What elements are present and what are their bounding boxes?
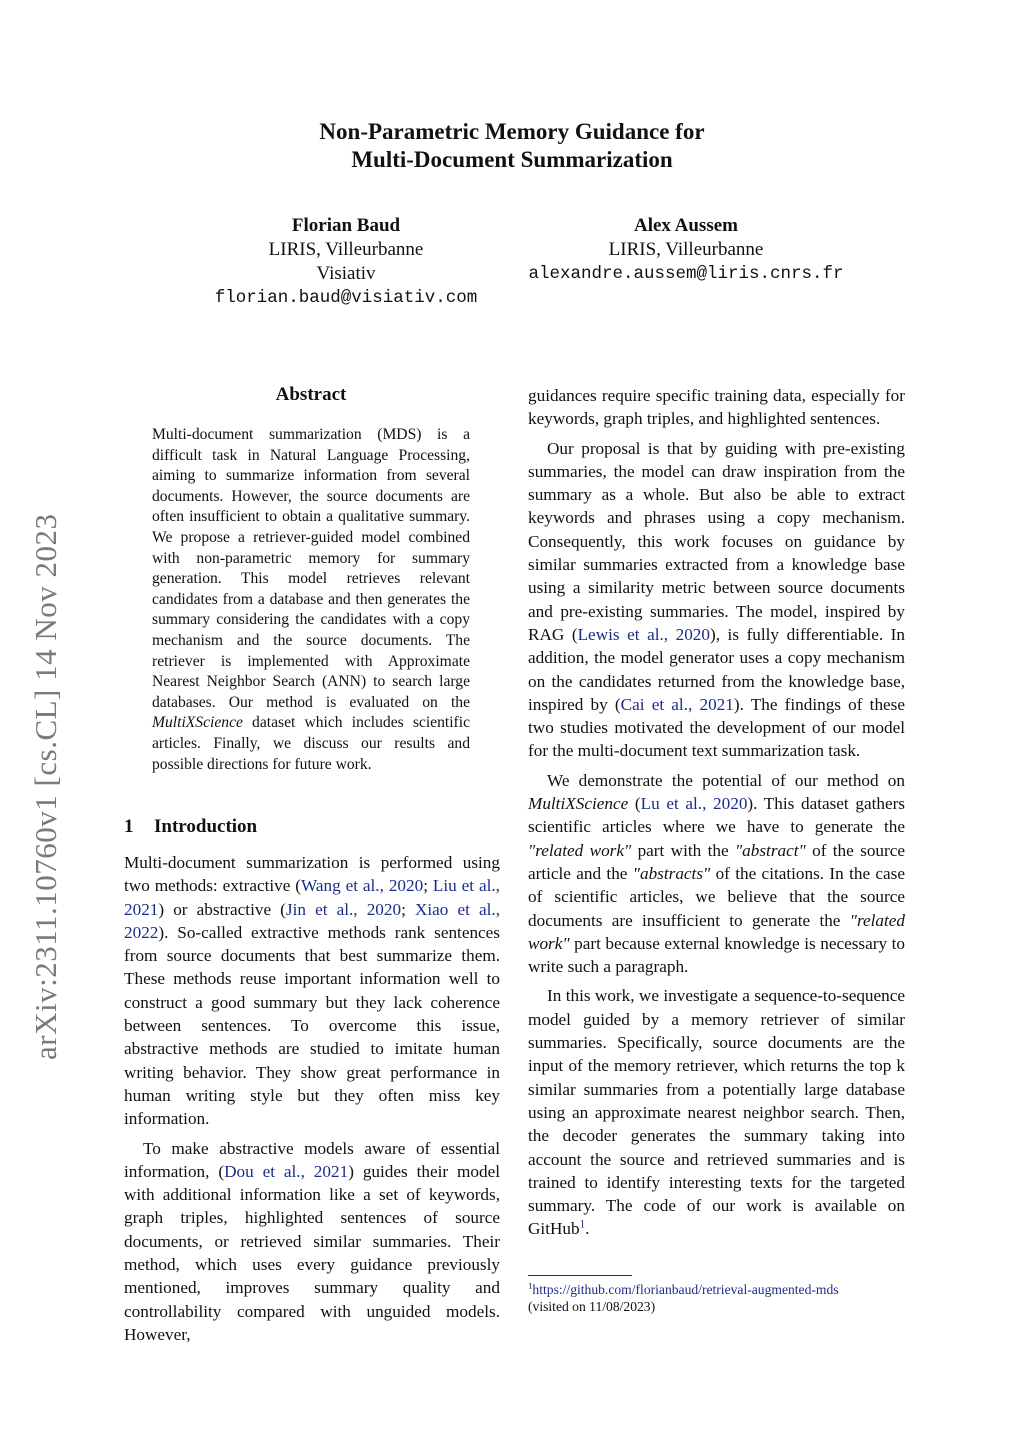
text-run: Multi-document summarization (MDS) is a difficult task in Natural Language Processing, aiming to summarize information from several documents. However, the source documents are often insufficient to obtain a qualitative summary. We propose a retriever-guided model combined with non-parametric memory for summary generation. This model retrieves relevant candidates from a database and then generates the summary considering the candidates with a copy mechanism and the source documents. The retriever is implemented with Approximate Nearest Neighbor Search (ANN) to search large databases. Our method is evaluated on the: [152, 426, 470, 711]
citation-link[interactable]: Lewis et al., 2020: [577, 624, 710, 644]
paragraph: [528, 984, 905, 1240]
text-run: ). The findings of these two studies motivated the development of our model for the multi-document text summarization task.: [528, 694, 905, 761]
author-block-1: [186, 214, 506, 310]
citation-link[interactable]: Cai et al., 2021: [620, 694, 734, 714]
author-email: florian.baud@visiativ.com: [214, 288, 478, 308]
text-run: To make abstractive models aware of essential information, (: [124, 1138, 500, 1181]
abstract-text: [152, 425, 470, 775]
dataset-name: MultiXScience: [152, 714, 243, 732]
paragraph: [124, 1137, 500, 1347]
text-run: of the citations. In the case of scientific articles, we believe that the source documents are insufficient to generate the: [528, 863, 905, 930]
footnote-number: 1: [528, 1280, 533, 1291]
section-number: 1: [124, 816, 134, 837]
text-run: ) guides their model with additional information like a set of keywords, graph triples, highlighted sentences of source documents, or retrieved similar summaries. Their method, which uses every guidance previously mentioned, improves summary quality and controllability compared with unguided models. However,: [124, 1161, 500, 1344]
section-heading-introduction: [124, 816, 257, 838]
dataset-name: MultiXScience: [528, 794, 629, 814]
text-run: ) or abstractive (: [158, 899, 286, 919]
title-line-2: Multi-Document Summarization: [351, 147, 673, 172]
citation-link[interactable]: Xiao et al., 2022: [124, 899, 500, 942]
author-name: Alex Aussem: [634, 215, 738, 236]
text-run: part with the: [631, 840, 735, 860]
citation-link[interactable]: Jin et al., 2020: [285, 899, 402, 919]
text-run: .: [585, 1219, 590, 1239]
emphasis: "abstracts": [632, 863, 711, 883]
paragraph: [528, 769, 905, 979]
emphasis: "related work": [528, 910, 905, 953]
paragraph: [124, 851, 500, 1131]
paper-title: [0, 118, 1024, 174]
left-column: [124, 851, 500, 1346]
text-run: In this work, we investigate a sequence-to-sequence model guided by a memory retriever of similar summaries. Specifically, source documents are the input of the memory retriever, which returns the top k similar summaries from a potentially large database using an approximate nearest neighbor search. Then, the decoder generates the summary taking into account the source and retrieved summaries and is trained to identify interesting texts for the targeted summary. The code of our work is available on GitHub: [528, 986, 905, 1239]
text-run: ;: [401, 899, 415, 919]
text-run: Our proposal is that by guiding with pre-existing summaries, the model can draw inspiration from the summary as a whole. But also be able to extract keywords and phrases using a copy mechanism. Consequently, this work focuses on guidance by similar summaries extracted from a knowledge base using a similarity metric between source documents and pre-existing summaries. The model, inspired by RAG (: [528, 438, 905, 644]
section-title: Introduction: [154, 816, 258, 837]
emphasis: "abstract": [734, 840, 806, 860]
citation-link[interactable]: Liu et al., 2021: [124, 876, 500, 919]
footnote-visited: (visited on 11/08/2023): [528, 1299, 656, 1314]
emphasis: "related work": [528, 840, 632, 860]
author-affiliation: Visiativ: [316, 263, 376, 284]
text-run: (: [628, 794, 641, 814]
abstract-heading: Abstract: [275, 384, 347, 405]
footnote-marker[interactable]: 1: [579, 1218, 586, 1231]
text-run: part because external knowledge is necessary to write such a paragraph.: [528, 933, 905, 977]
text-run: Multi-document summarization is performed using two methods: extractive (: [124, 853, 500, 896]
author-affiliation: LIRIS, Villeurbanne: [268, 239, 424, 260]
footnote-divider: [528, 1275, 632, 1276]
right-column: [528, 384, 905, 1241]
text-run: ), is fully differentiable. In addition, the model generator uses a copy mechanism on the candidates returned from the knowledge base, inspired by (: [528, 624, 905, 714]
paragraph: guidances require specific training data, especially for keywords, graph triples, and highlighted sentences.: [528, 386, 905, 429]
citation-link[interactable]: Wang et al., 2020: [301, 876, 424, 896]
title-line-1: Non-Parametric Memory Guidance for: [319, 119, 705, 144]
text-run: ). So-called extractive methods rank sentences from source documents that best summarize them. These methods reuse important information well to construct a good summary but they lack coherence between sentences. To overcome this issue, abstractive methods are studied to imitate human writing behavior. They show great performance in human writing style but they often miss key information.: [124, 922, 500, 1129]
text-run: ;: [423, 876, 433, 896]
footnote-url-link[interactable]: https://github.com/florianbaud/retrieval-augmented-mds: [532, 1282, 839, 1297]
author-block-2: [496, 214, 876, 286]
text-run: of the source article and the: [528, 840, 905, 883]
text-run: We demonstrate the potential of our method on: [547, 770, 905, 790]
author-name: Florian Baud: [291, 215, 401, 236]
author-affiliation: LIRIS, Villeurbanne: [608, 239, 764, 260]
footnote: [528, 1281, 908, 1315]
citation-link[interactable]: Lu et al., 2020: [640, 794, 748, 814]
paragraph: [528, 437, 905, 763]
citation-link[interactable]: Dou et al., 2021: [224, 1161, 349, 1181]
author-email: alexandre.aussem@liris.cnrs.fr: [528, 264, 844, 284]
text-run: dataset which includes scientific articles. Finally, we discuss our results and possible directions for future work.: [152, 714, 470, 773]
arxiv-identifier: arXiv:2311.10760v1 [cs.CL] 14 Nov 2023: [28, 513, 63, 1060]
text-run: ). This dataset gathers scientific articles where we have to generate the: [528, 794, 905, 837]
